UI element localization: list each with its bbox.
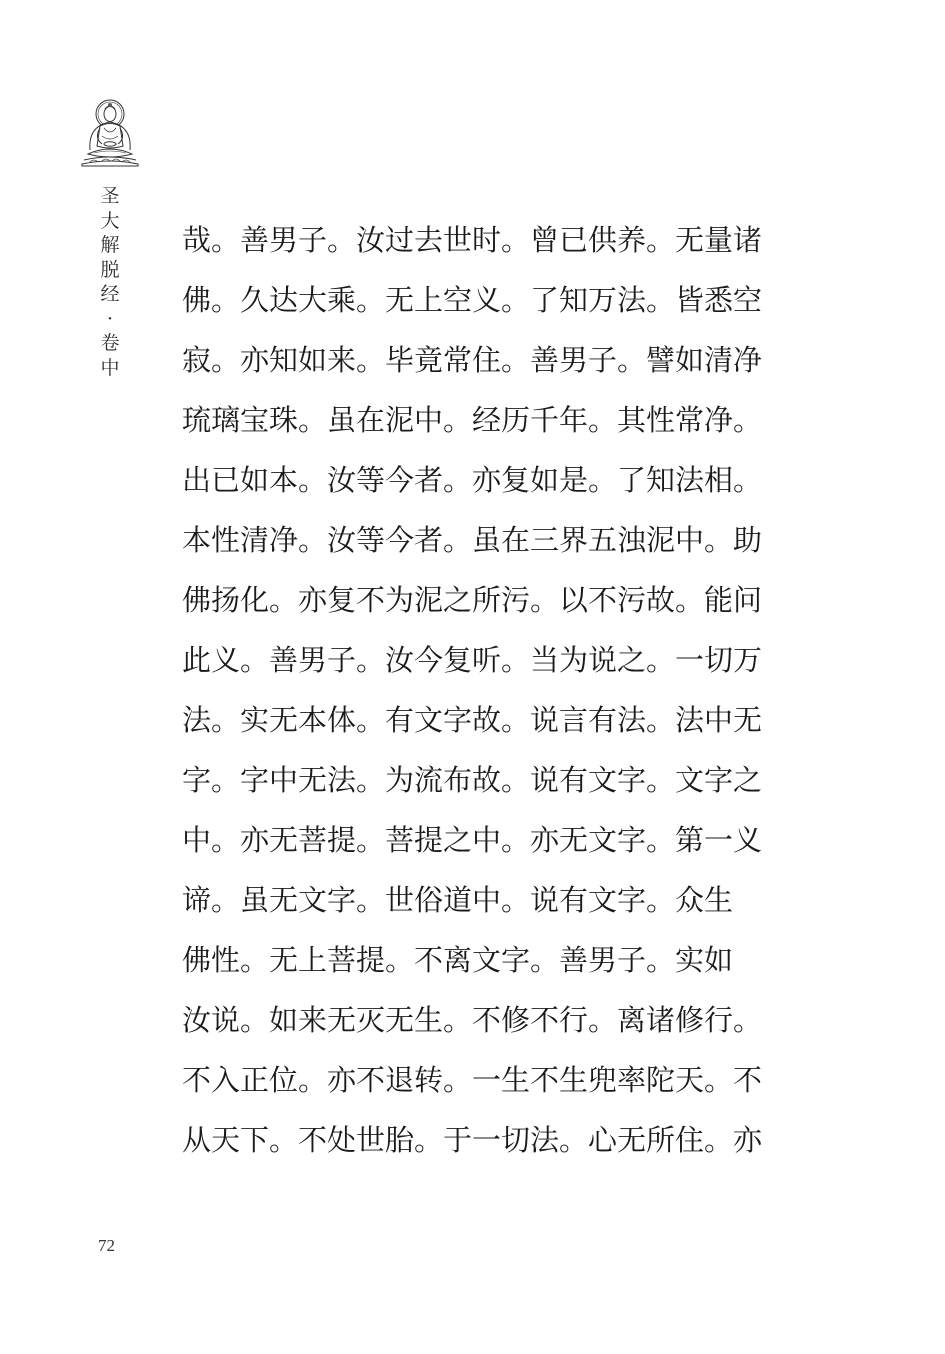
text-line: 从天下。不处世胎。于一切法。心无所住。亦 xyxy=(182,1123,763,1157)
running-head-char: 经 xyxy=(100,283,120,305)
text-line: 汝说。如来无灭无生。不修不行。离诸修行。 xyxy=(182,1003,763,1037)
text-line: 琉璃宝珠。虽在泥中。经历千年。其性常净。 xyxy=(182,403,763,437)
text-line: 此义。善男子。汝今复听。当为说之。一切万 xyxy=(182,643,763,677)
text-line: 不入正位。亦不退转。一生不生兜率陀天。不 xyxy=(182,1063,763,1097)
running-head-char: 圣 xyxy=(100,185,120,207)
running-head-char: 解 xyxy=(100,234,120,256)
running-head xyxy=(98,184,122,380)
text-line: 本性清净。汝等今者。虽在三界五浊泥中。助 xyxy=(182,523,763,557)
text-line: 佛。久达大乘。无上空义。了知万法。皆悉空 xyxy=(182,283,763,317)
text-line: 中。亦无菩提。菩提之中。亦无文字。第一义 xyxy=(182,823,763,857)
text-line: 字。字中无法。为流布故。说有文字。文字之 xyxy=(182,763,763,797)
running-head-char: 中 xyxy=(100,356,120,379)
running-head-char: 卷 xyxy=(100,332,120,354)
text-line: 法。实无本体。有文字故。说言有法。法中无 xyxy=(182,703,763,737)
running-head-char: 大 xyxy=(100,209,120,232)
text-line: 佛性。无上菩提。不离文字。善男子。实如 xyxy=(182,943,734,977)
text-line: 寂。亦知如来。毕竟常住。善男子。譬如清净 xyxy=(182,343,763,377)
running-head-char: · xyxy=(106,307,114,330)
page-number: 72 xyxy=(98,1236,115,1255)
text-line: 出已如本。汝等今者。亦复如是。了知法相。 xyxy=(182,463,763,497)
text-line: 谛。虽无文字。世俗道中。说有文字。众生 xyxy=(182,883,734,917)
text-line: 哉。善男子。汝过去世时。曾已供养。无量诸 xyxy=(182,223,763,257)
text-line: 佛扬化。亦复不为泥之所污。以不污故。能问 xyxy=(182,583,763,617)
running-head-char: 脱 xyxy=(100,258,120,281)
body-text xyxy=(182,210,782,1170)
seated-buddha-icon xyxy=(76,92,144,170)
